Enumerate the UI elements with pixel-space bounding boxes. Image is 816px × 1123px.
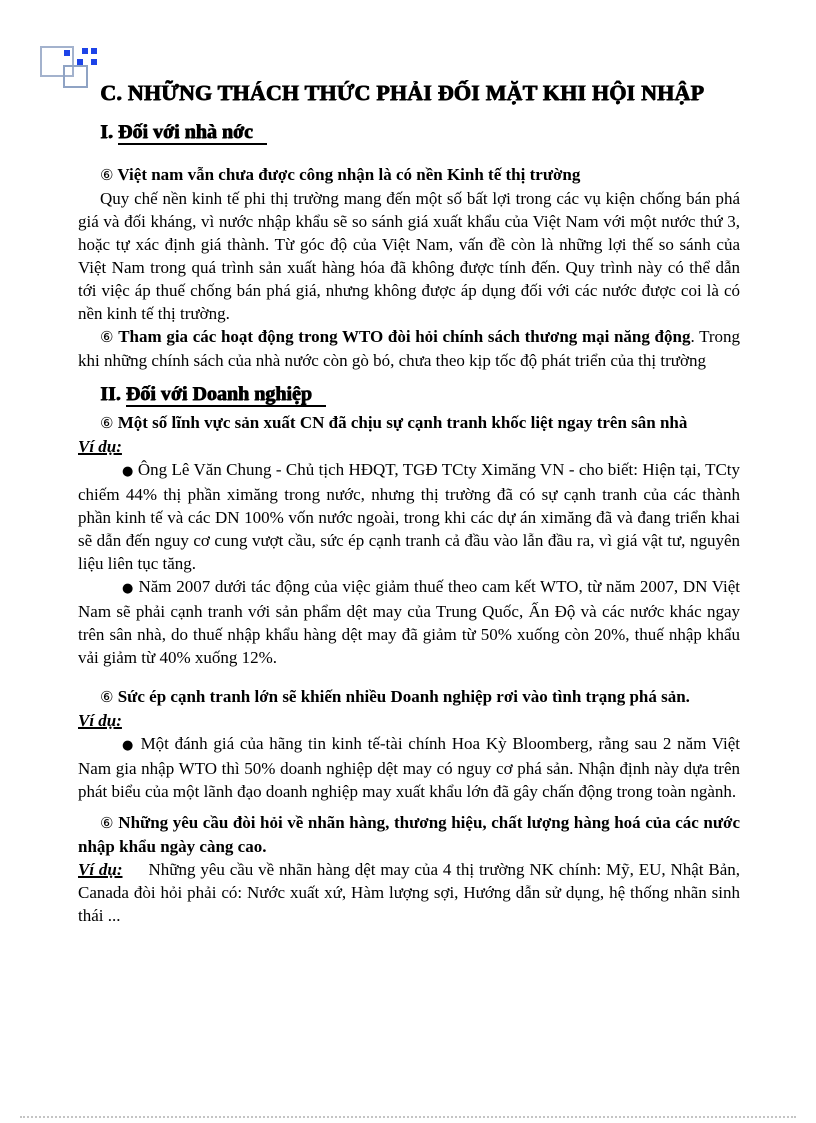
- section-heading-enterprise: [100, 382, 740, 407]
- example-label: Ví dụ:: [78, 711, 122, 730]
- paragraph-non-market-economy: Quy chế nền kinh tế phi thị trường mang đến một số bất lợi trong các vụ kiện chống bán phá giá và đối kháng, vì nước nhập khẩu sẽ so sánh giá xuất khẩu của Việt Nam với một nước thứ 3, hoặc tự xác định giá thành. Từ góc độ của Việt Nam, vấn đề còn là những lợi thế so sánh của Việt Nam trong quá trình sản xuất hàng hóa đã không được tính đến. Quy trình này có thể dẫn tới việc áp thuế chống bán phá giá, nhưng không được áp dụng đối với các nước được coi là có nền kinh tế thị trường.: [78, 189, 740, 323]
- logo-blue-square-icon: [91, 48, 97, 54]
- section-number: I.: [100, 121, 113, 143]
- section-heading-state: [100, 120, 740, 145]
- example-label-line: [78, 435, 740, 458]
- bullet-item-text: Những yêu cầu đòi hỏi về nhãn hàng, thương hiệu, chất lượng hàng hoá của các nước nhập khẩu ngày càng cao.: [78, 813, 740, 856]
- section-number: II.: [100, 383, 121, 405]
- example-bloomberg: [78, 732, 740, 803]
- example-text: Năm 2007 dưới tác động của việc giảm thuế theo cam kết WTO, từ năm 2007, DN Việt Nam sẽ phải cạnh tranh với sản phẩm dệt may của Trung Quốc, Ấn Độ và các nước khác ngay trên sân nhà, do thuế nhập khẩu hàng dệt may đã giảm từ 50% xuống còn 20%, thuế nhập khẩu vải giảm từ 40% xuống 12%.: [78, 577, 741, 667]
- bullet-item-competition: [78, 411, 740, 435]
- section-heading-text: Đối với nhà nớc: [118, 121, 267, 145]
- document-body: [78, 80, 740, 927]
- bullet-item-wto-policy: [78, 325, 740, 372]
- example-text: Một đánh giá của hãng tin kinh tế-tài chính Hoa Kỳ Bloomberg, rằng sau 2 năm Việt Nam gia nhập WTO thì 50% doanh nghiệp dệt may có nguy cơ phá sản. Nhận định này dựa trên phát biểu của một lãnh đạo doanh nghiệp may xuất khẩu lớn đã gây chấn động trong toàn ngành.: [78, 734, 741, 801]
- section-heading-text: Đối với Doanh nghiệp: [126, 383, 326, 407]
- bullet-item-text: Sức ép cạnh tranh lớn sẽ khiến nhiều Doanh nghiệp rơi vào tình trạng phá sản.: [117, 687, 690, 706]
- circled-six-bullet-icon: ⑥: [100, 414, 114, 432]
- logo-blue-square-icon: [91, 59, 97, 65]
- example-label: Ví dụ:: [78, 437, 122, 456]
- round-bullet-icon: ●: [122, 581, 134, 596]
- circled-six-bullet-icon: ⑥: [100, 688, 114, 706]
- bullet-item-labeling: [78, 811, 740, 858]
- round-bullet-icon: ●: [122, 738, 135, 753]
- page-break-dotted-line: [20, 1116, 796, 1118]
- page-title: C. NHỮNG THÁCH THỨC PHẢI ĐỐI MẶT KHI HỘI NHẬP: [100, 80, 704, 105]
- bullet-item-text-bold: Tham gia các hoạt động trong WTO đòi hỏi chính sách thương mại năng động: [118, 327, 691, 346]
- example-label-line: [78, 709, 740, 732]
- logo-blue-square-icon: [64, 50, 70, 56]
- round-bullet-icon: ●: [122, 464, 134, 479]
- bullet-item-text-regular: . Trong khi những chính sách của nhà nước còn gò bó, chưa theo kịp tốc độ phát triển của thị trường: [78, 327, 741, 370]
- bullet-item-text: Một số lĩnh vực sản xuất CN đã chịu sự cạnh tranh khốc liệt ngay trên sân nhà: [117, 413, 688, 432]
- bullet-item-text: Việt nam vẫn chưa được công nhận là có nền Kinh tế thị trường: [117, 165, 581, 184]
- circled-six-bullet-icon: ⑥: [100, 328, 114, 346]
- example-labeling-requirements: [78, 858, 740, 927]
- example-textile-tariff: [78, 575, 740, 669]
- circled-six-bullet-icon: ⑥: [100, 166, 114, 184]
- bullet-item-market-economy: [78, 163, 740, 187]
- circled-six-bullet-icon: ⑥: [100, 814, 114, 832]
- example-text: Ông Lê Văn Chung - Chủ tịch HĐQT, TGĐ TCty Ximăng VN - cho biết: Hiện tại, TCty chiếm 44% thị phần ximăng trong nước, nhưng thị trường đã có sự cạnh tranh của các thành phần kinh tế và các DN 100% vốn nước ngoài, trong khi các dự án ximăng đã và đang triển khai sẽ dẫn đến nguy cơ cung vượt cầu, sức ép cạnh tranh cả đầu vào lẫn đầu ra, vì giá vật tư, nguyên liệu liên tục tăng.: [78, 460, 741, 573]
- spacer: [78, 669, 740, 685]
- example-label: Ví dụ:: [78, 860, 123, 879]
- spacer: [78, 803, 740, 811]
- bullet-item-bankruptcy: [78, 685, 740, 709]
- logo-blue-square-icon: [82, 48, 88, 54]
- example-text: Những yêu cầu về nhãn hàng dệt may của 4 thị trường NK chính: Mỹ, EU, Nhật Bản, Canada đòi hỏi phải có: Nước xuất xứ, Hàm lượng sợi, Hướng dẫn sử dụng, hệ thống nhãn sinh thái ...: [78, 860, 740, 925]
- example-cement: [78, 458, 740, 575]
- logo-blue-square-icon: [77, 59, 83, 65]
